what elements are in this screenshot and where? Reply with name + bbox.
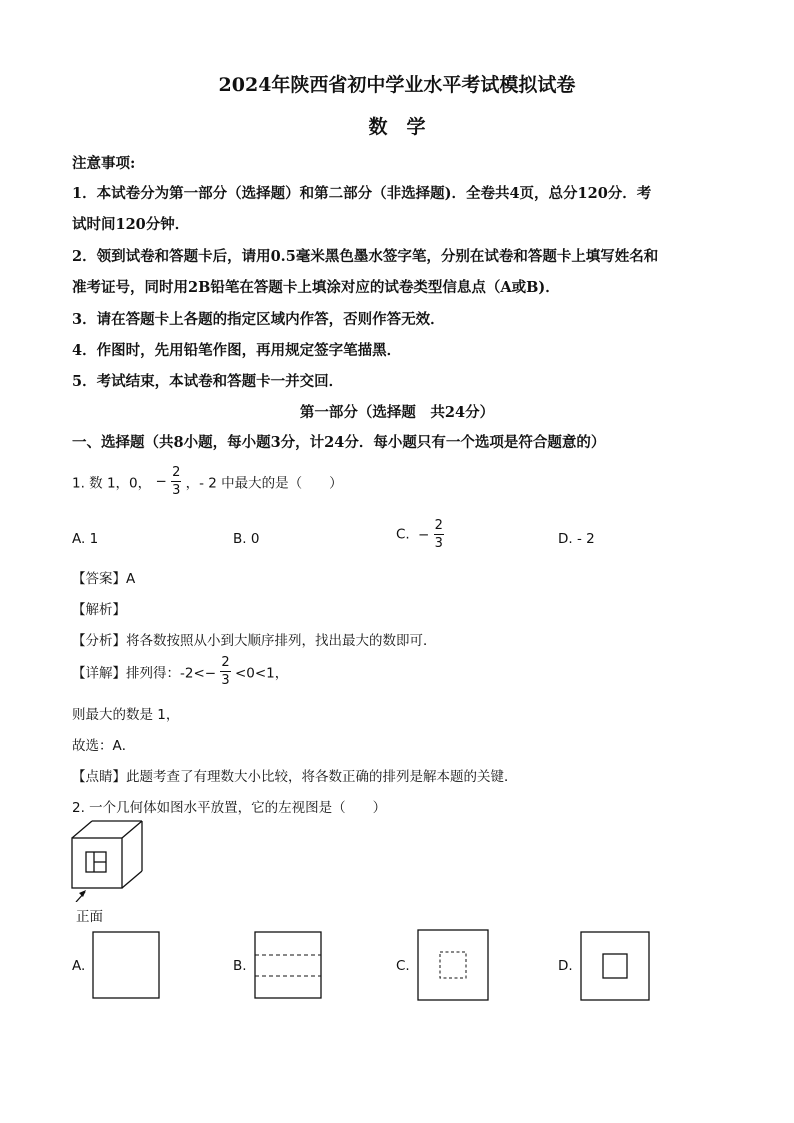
q1-option-c-denominator: 3 (434, 536, 443, 551)
note-1a: 1．本试卷分为第一部分（选择题）和第二部分（非选择题)．全卷共4页，总分120分．考 (72, 185, 652, 202)
q1-suffix: ，- 2 中最大的是（ ） (185, 475, 343, 492)
option-d-outer-square (581, 932, 649, 1000)
q1-fraction (171, 466, 181, 497)
q1-frac-denominator: 3 (172, 483, 181, 498)
note-2a: 2．领到试卷和答题卡后，请用0.5毫米黑色墨水签字笔，分别在试卷和答题卡上填写姓名和 (72, 248, 659, 265)
option-d-inner-square (603, 954, 627, 978)
cube-top-right-edge (122, 821, 142, 838)
q1-prefix: 1. 数 1，0， (72, 475, 152, 492)
cube-front-face (72, 838, 122, 888)
part1-heading: 第一部分（选择题 共24分） (299, 404, 495, 421)
q2-option-d-label: D. (558, 958, 573, 974)
q1-frac-sign: − (155, 473, 167, 490)
q1-option-c-label: C. (396, 526, 410, 543)
q1-option-c-fraction (434, 519, 444, 550)
q1-comment: 【点睛】此题考查了有理数大小比较，将各数正确的排列是解本题的关键． (72, 769, 518, 785)
front-arrow-head (79, 890, 86, 897)
q2-option-b-figure (254, 931, 322, 999)
q1-answer: 【答案】A (72, 571, 136, 587)
q1-detail (72, 656, 288, 687)
q1-line-choose: 故选：A． (72, 738, 136, 754)
note-4: 4．作图时，先用铅笔作图，再用规定签字笔描黑． (72, 342, 402, 359)
q2-option-a-label: A. (72, 958, 86, 974)
q2-option-d-figure (580, 931, 650, 1001)
q1-detail-numerator: 2 (221, 655, 230, 670)
q1-line-max: 则最大的数是 1， (72, 707, 180, 723)
q2-front-label: 正面 (76, 909, 103, 925)
q1-option-a: A. 1 (72, 531, 99, 547)
q1-detail-denominator: 3 (221, 673, 230, 688)
q1-frac-numerator: 2 (172, 465, 181, 480)
note-1b: 试时间120分钟． (72, 216, 190, 233)
section1-heading: 一、选择题（共8小题，每小题3分，计24分．每小题只有一个选项是符合题意的） (72, 434, 606, 451)
q2-option-c-figure (417, 929, 489, 1001)
notes-heading: 注意事项: (72, 155, 136, 172)
question-2: 2. 一个几何体如图水平放置，它的左视图是（ ） (72, 800, 387, 816)
q1-detail-fraction (220, 656, 230, 687)
question-1 (72, 466, 343, 497)
q2-option-c-label: C. (396, 958, 410, 974)
q2-option-a-figure (92, 931, 160, 999)
q1-detail-prefix: 【详解】排列得：-2<− (72, 665, 217, 682)
q1-fenxi: 【分析】将各数按照从小到大顺序排列，找出最大的数即可． (72, 633, 437, 649)
option-c-outer-square (418, 930, 488, 1000)
cube-bottom-right-edge (122, 871, 142, 888)
option-a-outer-square (93, 932, 159, 998)
option-b-outer-square (255, 932, 321, 998)
q1-option-d: D. - 2 (558, 531, 595, 547)
q1-analysis: 【解析】 (72, 602, 126, 618)
option-c-dashed-inner-square (440, 952, 466, 978)
q1-option-b: B. 0 (233, 531, 260, 547)
page-title: 2024年陕西省初中学业水平考试模拟试卷 (218, 74, 576, 96)
note-2b: 准考证号，同时用2B铅笔在答题卡上填涂对应的试卷类型信息点（A或B)． (72, 279, 560, 296)
q2-solid-figure (66, 818, 156, 902)
subject-title: 数 学 (368, 116, 426, 138)
q2-option-b-label: B. (233, 958, 247, 974)
cube-top-left-edge (72, 821, 92, 838)
q1-detail-suffix: <0<1， (234, 665, 289, 682)
q1-option-c-sign: − (418, 526, 430, 543)
note-3: 3．请在答题卡上各题的指定区域内作答，否则作答无效． (72, 311, 445, 328)
note-5: 5．考试结束，本试卷和答题卡一并交回． (72, 373, 344, 390)
q1-option-c (396, 519, 444, 550)
q1-option-c-numerator: 2 (434, 518, 443, 533)
